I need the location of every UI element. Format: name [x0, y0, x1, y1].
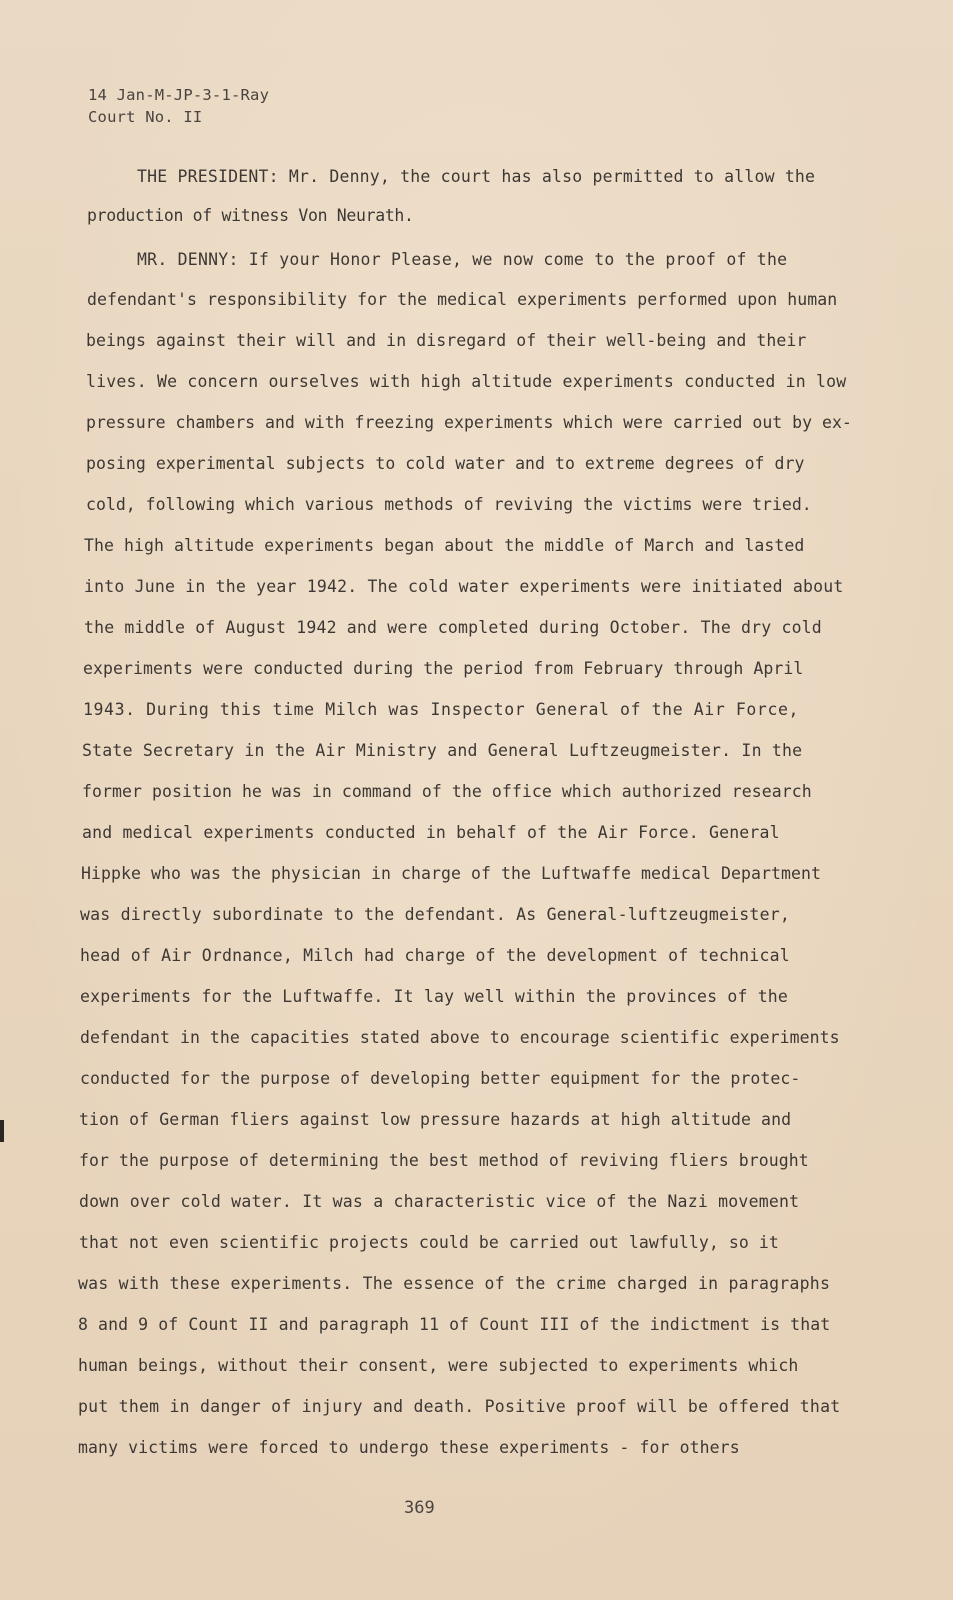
text-line: experiments for the Luftwaffe. It lay well within the provinces of the: [80, 987, 789, 1006]
text-line: tion of German fliers against low pressure hazards at high altitude and: [79, 1110, 792, 1129]
text-line: down over cold water. It was a characteristic vice of the Nazi movement: [79, 1192, 800, 1211]
text-line: State Secretary in the Air Ministry and General Luftzeugmeister. In the: [82, 741, 803, 760]
text-line: for the purpose of determining the best method of reviving fliers brought: [79, 1151, 809, 1170]
text-line: lives. We concern ourselves with high altitude experiments conducted in low: [86, 372, 847, 391]
text-line: 8 and 9 of Count II and paragraph 11 of Count III of the indictment is that: [78, 1315, 831, 1334]
transcript-reference: 14 Jan-M-JP-3-1-Ray: [88, 86, 270, 104]
text-line: pressure chambers and with freezing experiments which were carried out by ex-: [86, 413, 852, 432]
text-line: cold, following which various methods of reviving the victims were tried.: [86, 495, 812, 514]
text-line: was with these experiments. The essence of the crime charged in paragraphs: [78, 1274, 831, 1293]
text-line: defendant in the capacities stated above to encourage scientific experiments: [80, 1028, 840, 1047]
text-line: experiments were conducted during the period from February through April: [83, 659, 804, 678]
text-line: posing experimental subjects to cold water and to extreme degrees of dry: [86, 454, 805, 473]
page-number: 369: [404, 1498, 435, 1518]
text-line: head of Air Ordnance, Milch had charge of the development of technical: [80, 946, 790, 965]
text-line: beings against their will and in disregard of their well-being and their: [86, 331, 807, 350]
text-line: that not even scientific projects could be carried out lawfully, so it: [79, 1233, 779, 1252]
text-line: former position he was in command of the office which authorized research: [82, 782, 812, 801]
text-line: and medical experiments conducted in behalf of the Air Force. General: [82, 823, 780, 842]
text-line: many victims were forced to undergo these experiments - for others: [78, 1438, 740, 1457]
text-line: Hippke who was the physician in charge of the Luftwaffe medical Department: [81, 864, 822, 883]
court-number: Court No. II: [88, 108, 203, 126]
text-line: production of witness Von Neurath.: [87, 206, 414, 225]
text-line: into June in the year 1942. The cold water experiments were initiated about: [84, 577, 844, 596]
text-line: conducted for the purpose of developing better equipment for the protec-: [80, 1069, 801, 1088]
text-line: put them in danger of injury and death. Positive proof will be offered that: [78, 1397, 841, 1416]
text-line: was directly subordinate to the defendant. As General-luftzeugmeister,: [80, 905, 791, 924]
text-line: The high altitude experiments began about the middle of March and lasted: [84, 536, 805, 555]
text-line: THE PRESIDENT: Mr. Denny, the court has also permitted to allow the: [137, 167, 816, 186]
text-line: the middle of August 1942 and were completed during October. The dry cold: [84, 618, 822, 637]
text-line: MR. DENNY: If your Honor Please, we now come to the proof of the: [137, 250, 788, 269]
text-line: human beings, without their consent, were subjected to experiments which: [78, 1356, 799, 1375]
text-line: 1943. During this time Milch was Inspector General of the Air Force,: [83, 700, 800, 719]
text-line: defendant's responsibility for the medical experiments performed upon human: [87, 290, 838, 309]
